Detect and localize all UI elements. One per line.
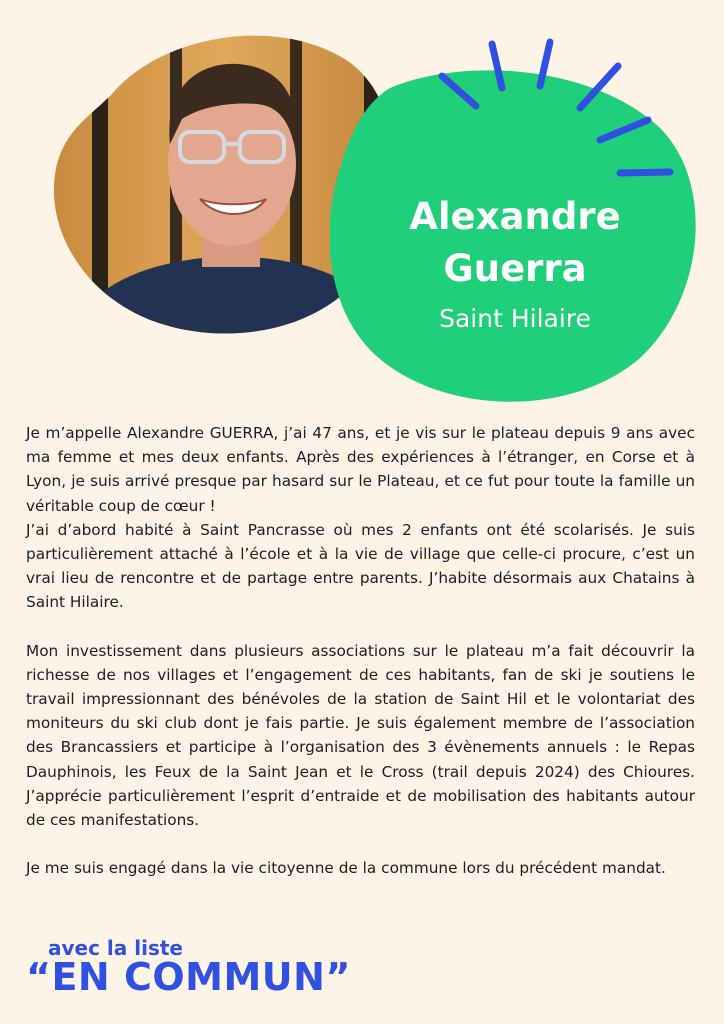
- bio-paragraph-2: J’ai d’abord habité à Saint Pancrasse où mes 2 enfants ont été scolarisés. Je suis particulièrement attaché à l’école et à la vie de village que celle-ci procure, c’est un vrai lieu de rencontre et de partage entre parents. J’habite désormais aux Chatains à Saint Hilaire.: [26, 520, 695, 612]
- sun-rays-decoration: [430, 28, 680, 188]
- footer-tagline: avec la liste: [48, 936, 183, 960]
- bio-paragraph-1: Je m’appelle Alexandre GUERRA, j’ai 47 ans, et je vis sur le plateau depuis 9 ans avec ma femme et mes deux enfants. Après des expériences à l’étranger, en Corse et à Lyon, je suis arrivé presque par hasard sur le Plateau, et ce fut pour toute la famille un véritable coup de cœur !: [26, 424, 695, 515]
- candidate-first-name: Alexandre: [409, 195, 621, 238]
- candidate-last-name: Guerra: [443, 247, 587, 290]
- biography: [26, 421, 695, 880]
- bio-paragraph-4: Je me suis engagé dans la vie citoyenne de la commune lors du précédent mandat.: [26, 859, 666, 878]
- candidate-commune: Saint Hilaire: [439, 304, 591, 333]
- bio-paragraph-3: Mon investissement dans plusieurs associations sur le plateau m’a fait découvrir la richesse de nos villages et l’engagement de ces habitants, fan de ski je soutiens le travail impressionnant des bénévoles de la station de Saint Hil et le volontariat des moniteurs du ski club dont je fais partie. Je suis également membre de l’association des Brancassiers et participe à l’organisation des 3 évènements annuels : le Repas Dauphinois, les Feux de la Saint Jean et le Cross (trail depuis 2024) des Chioures. J’apprécie particulièrement l’esprit d’entraide et de mobilisation des habitants autour de ces manifestations.: [26, 641, 695, 830]
- footer-list-name: “EN COMMUN”: [26, 955, 351, 999]
